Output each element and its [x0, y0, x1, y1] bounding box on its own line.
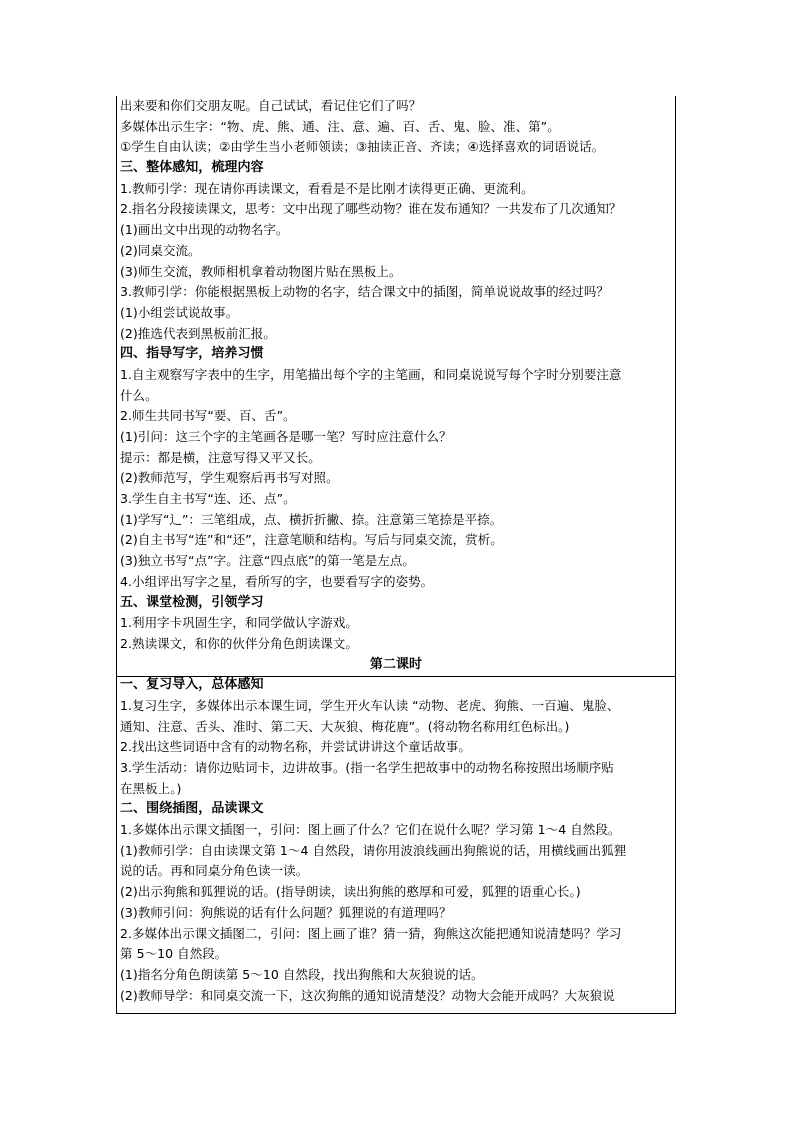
section-heading: 一、复习导入，总体感知	[120, 677, 264, 693]
section-heading: 四、指导写字，培养习惯	[120, 346, 264, 362]
text-line: 2.找出这些词语中含有的动物名称，并尝试讲讲这个童话故事。	[120, 739, 471, 755]
text-line: (1)指名分角色朗读第 5～10 自然段，找出狗熊和大灰狼说的话。	[120, 966, 484, 982]
text-line: 1.复习生字，多媒体出示本课生词，学生开火车认读 “动物、老虎、狗熊、一百遍、鬼脸、	[120, 697, 620, 713]
text-line: 3.学生自主书写“连、还、点”。	[120, 491, 296, 507]
text-line: 4.小组评出写字之星，看所写的字，也要看写字的姿势。	[120, 573, 434, 589]
text-line: 多媒体出示生字：“物、虎、熊、通、注、意、遍、百、舌、鬼、脸、准、第”。	[120, 118, 560, 134]
text-line: (3)独立书写“点”字。注意“四点底”的第一笔是左点。	[120, 553, 415, 569]
text-line: 3.学生活动：请你边贴词卡，边讲故事。(指一名学生把故事中的动物名称按照出场顺序贴	[120, 760, 614, 775]
text-line: 2.熟读课文，和你的伙伴分角色朗读课文。	[120, 635, 358, 651]
text-line: (1)引问：这三个字的主笔画各是哪一笔？写时应注意什么？	[120, 429, 452, 444]
text-line: 在黑板上。)	[120, 780, 182, 796]
text-line: (3)教师引问：狗熊说的话有什么问题？狐狸说的有道理吗？	[120, 904, 452, 920]
text-line: (2)教师导学：和同桌交流一下，这次狗熊的通知说清楚没？动物大会能开成吗？大灰狼说	[120, 987, 615, 1003]
text-line: 2.指名分段接读课文，思考：文中出现了哪些动物？谁在发布通知？一共发布了几次通知？	[120, 201, 622, 217]
text-line: (3)师生交流，教师相机拿着动物图片贴在黑板上。	[120, 263, 402, 279]
text-line: 1.自主观察写字表中的生字，用笔描出每个字的主笔画，和同桌说说写每个字时分别要注意	[120, 366, 622, 382]
text-line: (2)教师范写，学生观察后再书写对照。	[120, 470, 339, 486]
text-line: (2)推选代表到黑板前汇报。	[120, 325, 276, 341]
text-line: (2)同桌交流。	[120, 242, 201, 258]
text-line: 2.多媒体出示课文插图二，引问：图上画了谁？猜一猜，狗熊这次能把通知说清楚吗？学习	[120, 925, 622, 941]
section-heading: 二、围绕插图，品读课文	[120, 801, 264, 817]
text-line: 说的话。再和同桌分角色读一读。	[120, 863, 309, 879]
text-line: 1.多媒体出示课文插图一，引问：图上画了什么？它们在说什么呢？学习第 1～4 自然段。	[120, 822, 621, 838]
text-line: (1)学写“辶”：三笔组成，点、横折折撇、捺。注意第三笔捺是平捺。	[120, 511, 503, 527]
text-line: 通知、注意、舌头、准时、第二天、大灰狼、梅花鹿”。(将动物名称用红色标出。)	[120, 718, 570, 734]
text-line: 1.利用字卡巩固生字，和同学做认字游戏。	[120, 615, 358, 631]
text-line: 出来要和你们交朋友呢。自己试试，看记住它们了吗？	[120, 98, 422, 113]
text-line: 提示：都是横，注意写得又平又长。	[120, 449, 321, 465]
text-line: (2)出示狗熊和狐狸说的话。(指导朗读，读出狗熊的憨厚和可爱，狐狸的语重心长。)	[120, 884, 581, 900]
text-line: 3.教师引学：你能根据黑板上动物的名字，结合课文中的插图，简单说说故事的经过吗？	[120, 284, 609, 300]
text-line: (2)自主书写“连”和“还”，注意笔顺和结构。写后与同桌交流，赏析。	[120, 532, 503, 548]
section-heading: 五、课堂检测，引领学习	[120, 594, 264, 610]
text-line: (1)小组尝试说故事。	[120, 304, 239, 320]
section-heading: 三、整体感知，梳理内容	[120, 160, 264, 176]
lesson-title: 第二课时	[369, 656, 423, 672]
text-line: (1)教师引学：自由读课文第 1～4 自然段，请你用波浪线画出狗熊说的话，用横线画出狐狸	[120, 842, 627, 858]
text-line: 2.师生共同书写“要、百、舌”。	[120, 408, 296, 424]
text-line: 1.教师引学：现在请你再读课文，看看是不是比刚才读得更正确、更流利。	[120, 180, 534, 196]
text-line: (1)画出文中出现的动物名字。	[120, 222, 289, 238]
text-line: 什么。	[120, 387, 158, 403]
text-line: 第 5～10 自然段。	[120, 946, 228, 962]
lesson-plan-text	[120, 96, 672, 1006]
text-line: ①学生自由认读；②由学生当小老师领读；③抽读正音、齐读；④选择喜欢的词语说话。	[120, 139, 605, 155]
